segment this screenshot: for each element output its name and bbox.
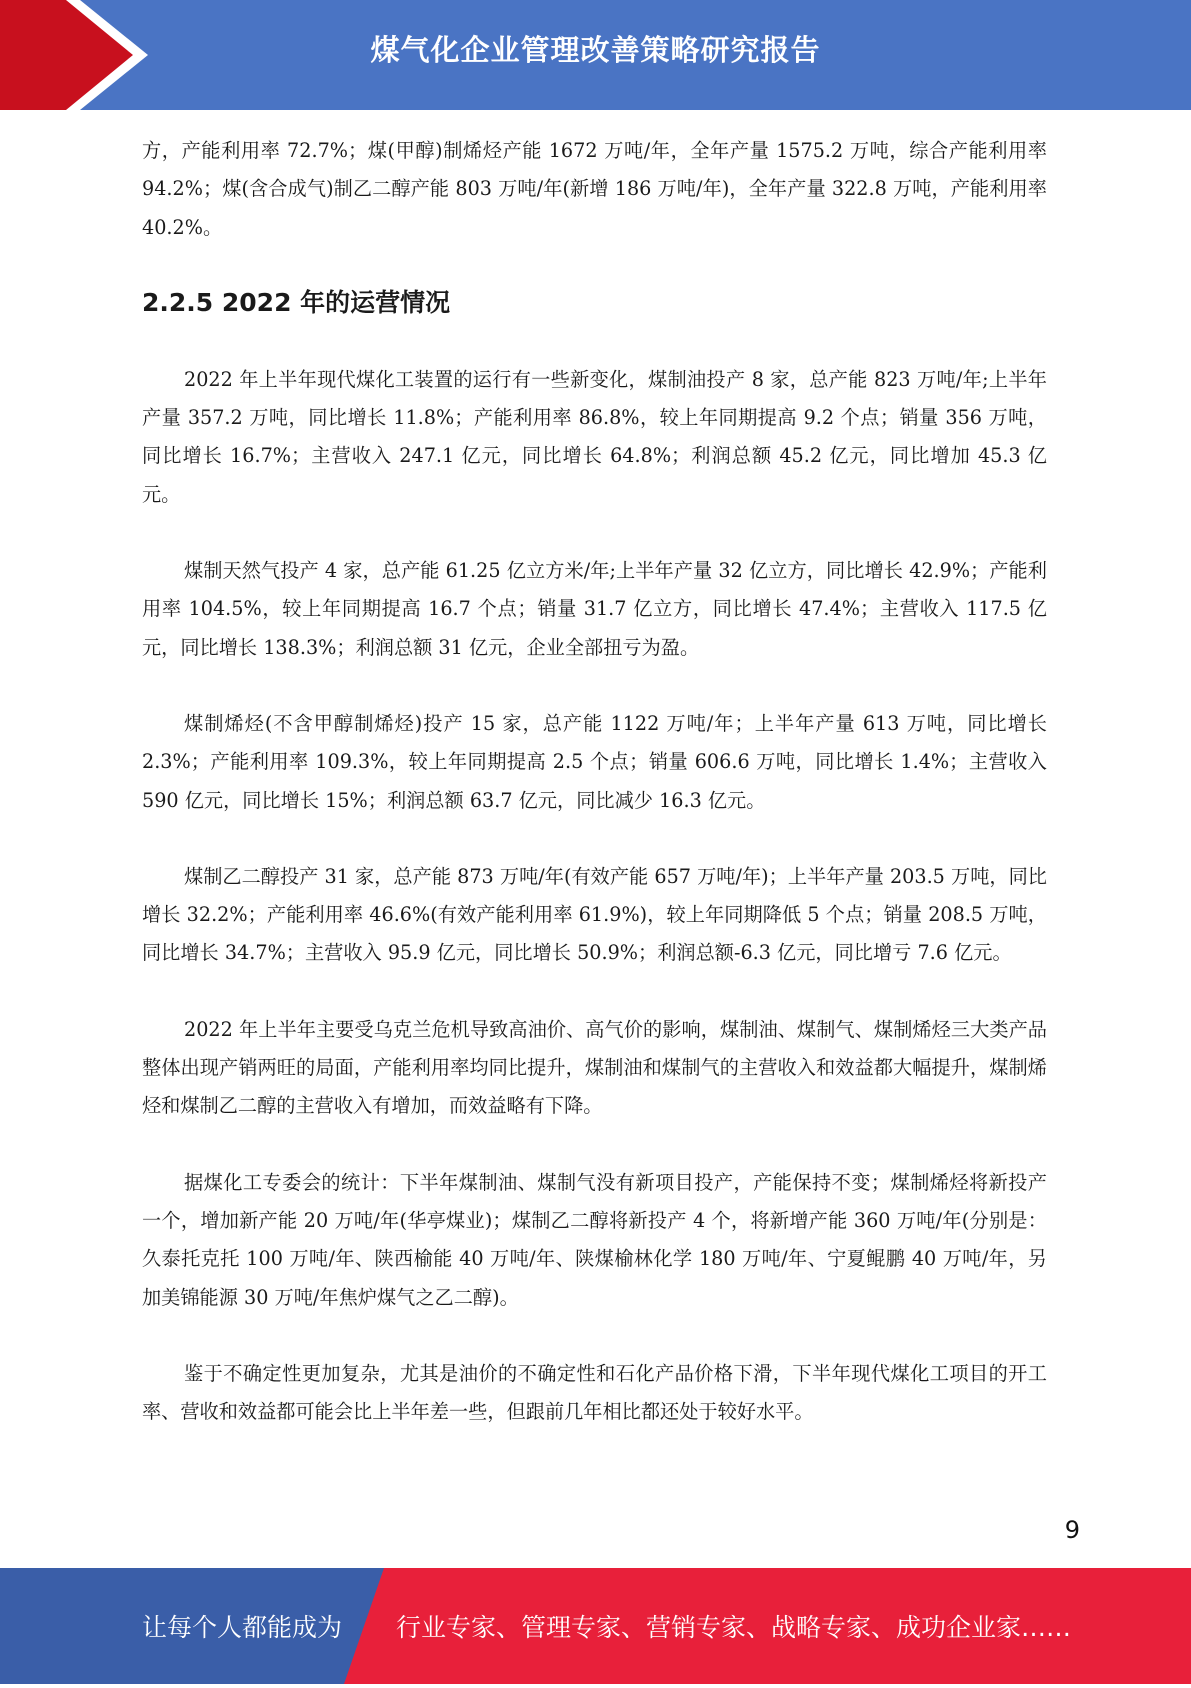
header-banner <box>0 0 1191 110</box>
page-title: 煤气化企业管理改善策略研究报告 <box>370 33 821 67</box>
intro-paragraph: 方，产能利用率 72.7%；煤(甲醇)制烯烃产能 1672 万吨/年，全年产量 1575.2 万吨，综合产能利用率 94.2%；煤(含合成气)制乙二醇产能 803 万吨/年(新增 186 万吨/年)，全年产量 322.8 万吨，产能利用率 40.2%。 <box>142 139 1047 239</box>
paragraph-outlook: 鉴于不确定性更加复杂，尤其是油价的不确定性和石化产品价格下滑，下半年现代煤化工项目的开工率、营收和效益都可能会比上半年差一些，但跟前几年相比都还处于较好水平。 <box>142 1361 1047 1424</box>
page-number: 9 <box>1064 1516 1080 1544</box>
paragraph-statistics: 据煤化工专委会的统计：下半年煤制油、煤制气没有新项目投产，产能保持不变；煤制烯烃将新投产一个，增加新产能 20 万吨/年(华亭煤业)；煤制乙二醇将新投产 4 个，将新增产能 360 万吨/年(分别是：久泰托克托 100 万吨/年、陕西榆能 40 万吨/年、陕煤榆林化学 180 万吨/年、宁夏鲲鹏 40 万吨/年，另加美锦能源 30 万吨/年焦炉煤气之乙二醇)。 <box>142 1170 1047 1309</box>
paragraph-summary: 2022 年上半年主要受乌克兰危机导致高油价、高气价的影响，煤制油、煤制气、煤制烯烃三大类产品整体出现产销两旺的局面，产能利用率均同比提升，煤制油和煤制气的主营收入和效益都大幅提升，煤制烯烃和煤制乙二醇的主营收入有增加，而效益略有下降。 <box>142 1017 1047 1118</box>
document-body <box>142 132 1047 1431</box>
section-heading: 2.2.5 2022 年的运营情况 <box>142 287 451 317</box>
footer-slogan-left: 让每个人都能成为 <box>142 1613 343 1642</box>
footer-banner <box>0 1568 1191 1684</box>
paragraph-coal-to-olefins: 煤制烯烃(不含甲醇制烯烃)投产 15 家，总产能 1122 万吨/年；上半年产量 613 万吨，同比增长 2.3%；产能利用率 109.3%，较上年同期提高 2.5 个点；销量 606.6 万吨，同比增长 1.4%；主营收入 590 亿元，同比增长 15%；利润总额 63.7 亿元，同比减少 16.3 亿元。 <box>142 711 1047 812</box>
footer-slogan-right: 行业专家、管理专家、营销专家、战略专家、成功企业家…… <box>396 1613 1072 1642</box>
paragraph-coal-to-glycol: 煤制乙二醇投产 31 家，总产能 873 万吨/年(有效产能 657 万吨/年)；上半年产量 203.5 万吨，同比增长 32.2%；产能利用率 46.6%(有效产能利用率 61.9%)，较上年同期降低 5 个点；销量 208.5 万吨，同比增长 34.7%；主营收入 95.9 亿元，同比增长 50.9%；利润总额-6.3 亿元，同比增亏 7.6 亿元。 <box>142 864 1047 965</box>
paragraph-coal-to-oil: 2022 年上半年现代煤化工装置的运行有一些新变化，煤制油投产 8 家，总产能 823 万吨/年;上半年产量 357.2 万吨，同比增长 11.8%；产能利用率 86.8%，较上年同期提高 9.2 个点；销量 356 万吨，同比增长 16.7%；主营收入 247.1 亿元，同比增长 64.8%；利润总额 45.2 亿元，同比增加 45.3 亿元。 <box>142 367 1047 506</box>
paragraph-coal-to-gas: 煤制天然气投产 4 家，总产能 61.25 亿立方米/年;上半年产量 32 亿立方，同比增长 42.9%；产能利用率 104.5%，较上年同期提高 16.7 个点；销量 31.7 亿立方，同比增长 47.4%；主营收入 117.5 亿元，同比增长 138.3%；利润总额 31 亿元，企业全部扭亏为盈。 <box>142 559 1047 659</box>
